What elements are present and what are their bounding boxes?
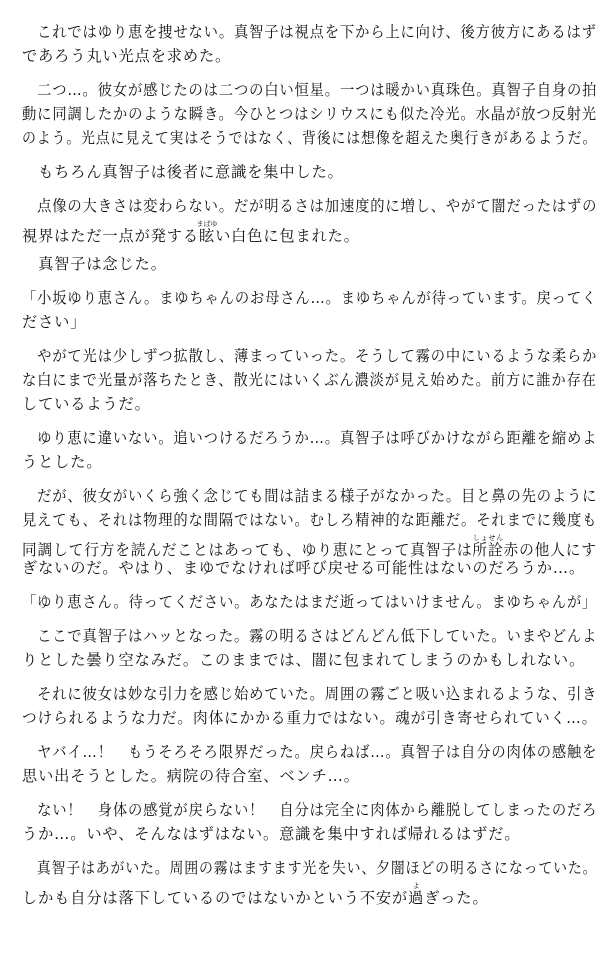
text-line: ぎないのだ。やはり、まゆでなければ呼び戻せる可能性はないのだろうか…。	[22, 559, 586, 577]
text-line: これではゆり恵を捜せない。真智子は視点を下から上に向け、後方彼方にあるはず	[22, 23, 597, 41]
text-line: 真智子は念じた。	[22, 255, 167, 273]
text-line: 動に同調したかのような瞬き。今ひとつはシリウスにも似た冷光。水晶が放つ反射光	[22, 105, 597, 123]
text-line: それに彼女は妙な引力を感じ始めていた。周囲の霧ごと吸い込まれるような、引き	[22, 685, 598, 703]
text-line: うか…。いや、そんなはずはない。意識を集中すれば帰れるはずだ。	[22, 825, 521, 843]
text-line: りとした曇り空なみだ。このままでは、闇に包まれてしまうのかもしれない。	[22, 651, 586, 669]
text-segment: ぎった。	[424, 889, 489, 907]
text-line: であろう丸い光点を求めた。	[22, 47, 232, 65]
text-segment: しかも自分は落下しているのではないかという不安が	[22, 889, 409, 907]
text-line: のよう。光点に見えて実はそうではなく、背後には想像を超えた奥行きがあるようだ。	[22, 129, 598, 147]
text-line: ここで真智子はハッとなった。霧の明るさはどんどん低下していた。いまやどんよ	[22, 627, 598, 645]
text-line: 二つ…。彼女が感じたのは二つの白い恒星。一つは暖かい真珠色。真智子自身の拍	[22, 81, 598, 99]
text-line: な白にまで光量が落ちたとき、散光にはいくぶん濃淡が見え始めた。前方に誰か存在	[22, 371, 597, 389]
text-line: 思い出そうとした。病院の待合室、ベンチ…。	[22, 767, 360, 785]
text-segment: 視界はただ一点が発する	[22, 227, 199, 245]
text-line: もちろん真智子は後者に意識を集中した。	[22, 163, 344, 181]
text-line: しているようだ。	[22, 395, 151, 413]
text-line: 点像の大きさは変わらない。だが明るさは加速度的に増し、やがて闇だったはずの	[22, 197, 598, 215]
text-line: ない！ 身体の感覚が戻らない！ 自分は完全に肉体から離脱してしまったのだろ	[22, 801, 598, 819]
text-line: 真智子はあがいた。周囲の霧はますます光を失い、夕闇ほどの明るさになっていた。	[22, 859, 598, 877]
text-line: 「ゆり恵さん。待ってください。あなたはまだ逝ってはいけません。まゆちゃんが」	[22, 593, 598, 611]
text-segment: 同調して行方を読んだことはあっても、ゆり恵にとって真智子は	[22, 541, 473, 559]
ruby-base: 眩	[196, 227, 218, 245]
ruby-word	[408, 882, 425, 907]
text-line: つけられるような力だ。肉体にかかる重力ではない。魂が引き寄せられていく…。	[22, 709, 598, 727]
text-line	[22, 220, 360, 246]
text-line: やがて光は少しずつ拡散し、薄まっていった。そうして霧の中にいるような柔らか	[22, 347, 598, 365]
text-line: ヤバイ…！ もうそろそろ限界だった。戻らねば…。真智子は自分の肉体の感触を	[22, 743, 598, 761]
ruby-word	[472, 534, 504, 559]
ruby-word	[196, 220, 218, 245]
text-line: うとした。	[22, 453, 103, 471]
text-line: 見えても、それは物理的な間隔ではない。むしろ精神的な距離だ。それまでに幾度も	[22, 511, 598, 529]
text-line: 「小坂ゆり恵さん。まゆちゃんのお母さん…。まゆちゃんが待っています。戻ってく	[22, 289, 598, 307]
text-segment: 赤の他人にす	[503, 541, 597, 559]
ruby-reading: よ	[408, 882, 425, 890]
text-line	[22, 534, 597, 560]
text-line	[22, 882, 489, 908]
ruby-base: 所詮	[472, 541, 504, 559]
text-line: だが、彼女がいくら強く念じても間は詰まる様子がなかった。目と鼻の先のように	[22, 487, 598, 505]
text-line: ださい」	[22, 313, 87, 331]
ruby-base: 過	[408, 889, 425, 907]
text-line: ゆり恵に違いない。追いつけるだろうか…。真智子は呼びかけながら距離を縮めよ	[22, 429, 598, 447]
ruby-reading: しょせん	[472, 534, 504, 542]
text-segment: い白色に包まれた。	[215, 227, 360, 245]
ruby-reading: まばゆ	[196, 220, 218, 228]
